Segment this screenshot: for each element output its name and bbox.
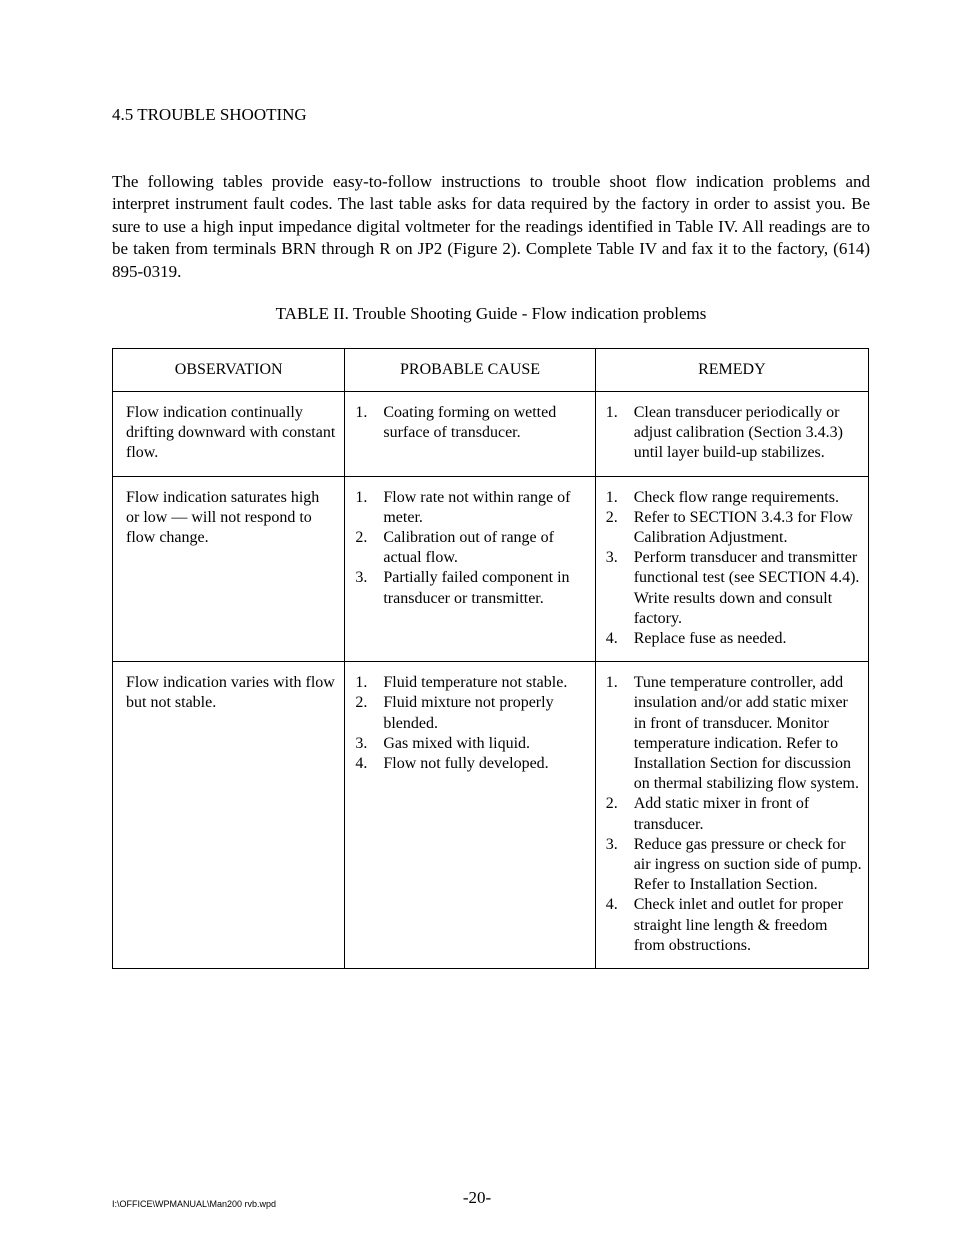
list-item xyxy=(606,629,862,649)
cause-list xyxy=(355,403,588,443)
page-number: -20- xyxy=(462,1188,492,1207)
item-text: Fluid temperature not stable. xyxy=(383,674,568,692)
list-item xyxy=(606,895,862,956)
item-number: 1. xyxy=(605,404,618,421)
item-number: 2. xyxy=(355,694,368,712)
cause-list xyxy=(355,488,588,609)
item-text: Clean transducer periodically or adjust calibration (Section 3.4.3) until layer build-up stabilizes. xyxy=(633,404,843,462)
list-item xyxy=(606,835,862,896)
item-text: Tune temperature controller, add insulation and/or add static mixer in front of transducer. Monitor temperature indication. Refer to Installation Section for discussion on thermal stabilizing flow system. xyxy=(633,674,859,793)
list-item xyxy=(355,568,588,608)
list-item xyxy=(355,403,588,443)
observation-cell: Flow indication varies with flow but not stable. xyxy=(113,662,345,969)
item-number: 4. xyxy=(605,630,618,648)
item-text: Gas mixed with liquid. xyxy=(383,734,531,752)
list-item xyxy=(355,754,588,774)
list-item xyxy=(606,508,862,548)
item-number: 1. xyxy=(355,674,368,692)
item-text: Coating forming on wetted surface of transducer. xyxy=(383,404,557,442)
item-text: Check flow range requirements. xyxy=(633,488,839,506)
observation-cell: Flow indication continually drifting downward with constant flow. xyxy=(113,392,345,477)
table-row xyxy=(113,662,869,969)
list-item xyxy=(355,528,588,568)
section-heading: 4.5 TROUBLE SHOOTING xyxy=(112,105,307,124)
list-item xyxy=(355,488,588,528)
file-path-footer: I:\OFFICE\WPMANUAL\Man200 rvb.wpd xyxy=(112,1199,277,1209)
item-number: 2. xyxy=(605,795,618,813)
remedy-list xyxy=(606,488,862,650)
table-header-row xyxy=(113,349,869,392)
item-text: Fluid mixture not properly blended. xyxy=(383,694,554,732)
list-item xyxy=(606,403,862,464)
item-text: Replace fuse as needed. xyxy=(633,630,787,648)
list-item xyxy=(606,488,862,508)
table-row xyxy=(113,476,869,662)
item-number: 3. xyxy=(355,734,368,752)
item-text: Reduce gas pressure or check for air ingress on suction side of pump. Refer to Installation Section. xyxy=(633,835,862,894)
item-number: 3. xyxy=(605,549,618,567)
item-text: Calibration out of range of actual flow. xyxy=(383,529,554,567)
remedy-list xyxy=(606,673,862,956)
table-row xyxy=(113,392,869,477)
item-number: 1. xyxy=(605,674,618,692)
item-text: Check inlet and outlet for proper straight line length & freedom from obstructions. xyxy=(633,896,843,954)
intro-paragraph: The following tables provide easy-to-follow instructions to trouble shoot flow indication problems and interpret instrument fault codes. The last table asks for data required by the factory in order to assist you. Be sure to use a high input impedance digital voltmeter for the readings identified in Table IV. All readings are to be taken from terminals BRN through R on JP2 (Figure 2). Complete Table IV and fax it to the factory, (614) 895-0319. xyxy=(112,172,870,281)
list-item xyxy=(355,734,588,754)
remedy-cell xyxy=(595,476,868,662)
item-number: 1. xyxy=(355,488,368,506)
item-number: 4. xyxy=(355,755,368,773)
item-text: Flow rate not within range of meter. xyxy=(383,488,571,526)
remedy-cell xyxy=(595,392,868,477)
item-text: Add static mixer in front of transducer. xyxy=(633,795,810,833)
item-number: 1. xyxy=(605,488,618,506)
item-text: Perform transducer and transmitter functional test (see SECTION 4.4). Write results down and consult factory. xyxy=(633,549,860,627)
header-observation: OBSERVATION xyxy=(113,349,345,392)
item-number: 1. xyxy=(355,404,368,421)
cause-cell xyxy=(345,662,595,969)
list-item xyxy=(606,794,862,834)
list-item xyxy=(355,693,588,733)
cause-cell xyxy=(345,476,595,662)
item-number: 3. xyxy=(355,569,368,587)
item-number: 2. xyxy=(605,508,618,526)
list-item xyxy=(606,548,862,629)
item-text: Flow not fully developed. xyxy=(383,755,549,773)
header-remedy: REMEDY xyxy=(595,349,868,392)
list-item xyxy=(355,673,588,693)
item-number: 2. xyxy=(355,529,368,547)
cause-list xyxy=(355,673,588,774)
remedy-cell xyxy=(595,662,868,969)
item-text: Partially failed component in transducer or transmitter. xyxy=(383,569,570,607)
item-number: 4. xyxy=(605,896,618,914)
list-item xyxy=(606,673,862,794)
header-probable-cause: PROBABLE CAUSE xyxy=(345,349,595,392)
cause-cell xyxy=(345,392,595,477)
observation-cell: Flow indication saturates high or low — will not respond to flow change. xyxy=(113,476,345,662)
table-caption: TABLE II. Trouble Shooting Guide - Flow indication problems xyxy=(275,304,707,323)
item-text: Refer to SECTION 3.4.3 for Flow Calibration Adjustment. xyxy=(633,508,853,547)
item-number: 3. xyxy=(605,835,618,853)
trouble-shooting-table xyxy=(112,348,869,969)
remedy-list xyxy=(606,403,862,464)
